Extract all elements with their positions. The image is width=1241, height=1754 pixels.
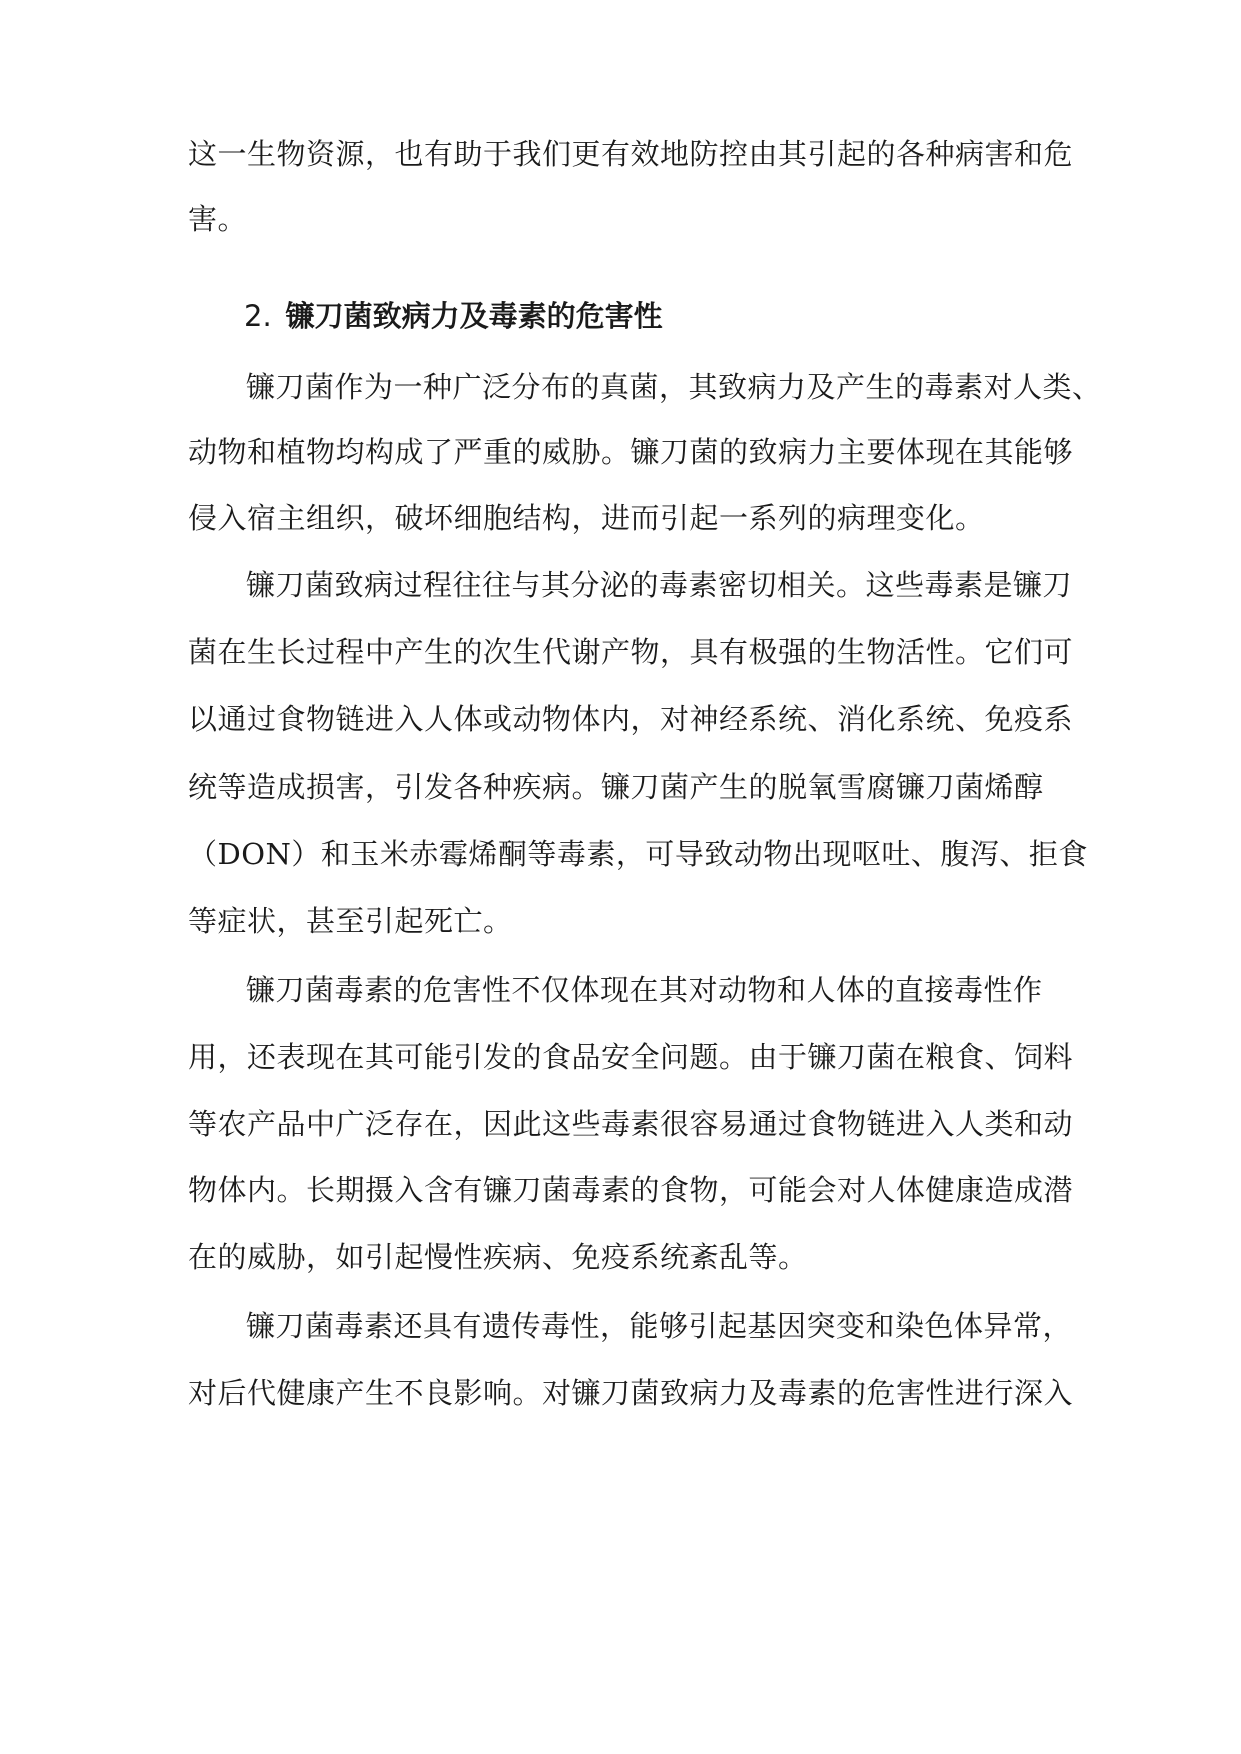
- paragraph-line: 镰刀菌毒素还具有遗传毒性，能够引起基因突变和染色体异常，: [246, 1309, 1073, 1343]
- paragraph-line: 镰刀菌致病过程往往与其分泌的毒素密切相关。这些毒素是镰刀: [246, 568, 1073, 602]
- paragraph-line: 在的威胁，如引起慢性疾病、免疫系统紊乱等。: [188, 1240, 808, 1274]
- paragraph-line: 镰刀菌毒素的危害性不仅体现在其对动物和人体的直接毒性作: [246, 973, 1043, 1007]
- intro-line: 害。: [188, 202, 248, 236]
- paragraph-line: 动物和植物均构成了严重的威胁。镰刀菌的致病力主要体现在其能够: [188, 435, 1074, 469]
- paragraph-line: 以通过食物链进入人体或动物体内，对神经系统、消化系统、免疫系: [188, 702, 1074, 736]
- paragraph-line: （DON）和玉米赤霉烯酮等毒素，可导致动物出现呕吐、腹泻、拒食: [188, 837, 1088, 871]
- paragraph-line: 等症状，甚至引起死亡。: [188, 904, 513, 938]
- paragraph-line: 侵入宿主组织，破坏细胞结构，进而引起一系列的病理变化。: [188, 501, 985, 535]
- intro-line: 这一生物资源，也有助于我们更有效地防控由其引起的各种病害和危: [188, 137, 1074, 171]
- section-heading: [244, 296, 663, 336]
- section-title: 镰刀菌致病力及毒素的危害性: [285, 299, 663, 333]
- section-number: 2.: [244, 299, 272, 333]
- paragraph-line: 镰刀菌作为一种广泛分布的真菌，其致病力及产生的毒素对人类、: [246, 370, 1102, 404]
- paragraph-line: 菌在生长过程中产生的次生代谢产物，具有极强的生物活性。它们可: [188, 635, 1074, 669]
- paragraph-line: 统等造成损害，引发各种疾病。镰刀菌产生的脱氧雪腐镰刀菌烯醇: [188, 770, 1044, 804]
- paragraph-line: 等农产品中广泛存在，因此这些毒素很容易通过食物链进入人类和动: [188, 1107, 1074, 1141]
- paragraph-line: 物体内。长期摄入含有镰刀菌毒素的食物，可能会对人体健康造成潜: [188, 1173, 1074, 1207]
- paragraph-line: 用，还表现在其可能引发的食品安全问题。由于镰刀菌在粮食、饲料: [188, 1040, 1074, 1074]
- paragraph-line: 对后代健康产生不良影响。对镰刀菌致病力及毒素的危害性进行深入: [188, 1376, 1074, 1410]
